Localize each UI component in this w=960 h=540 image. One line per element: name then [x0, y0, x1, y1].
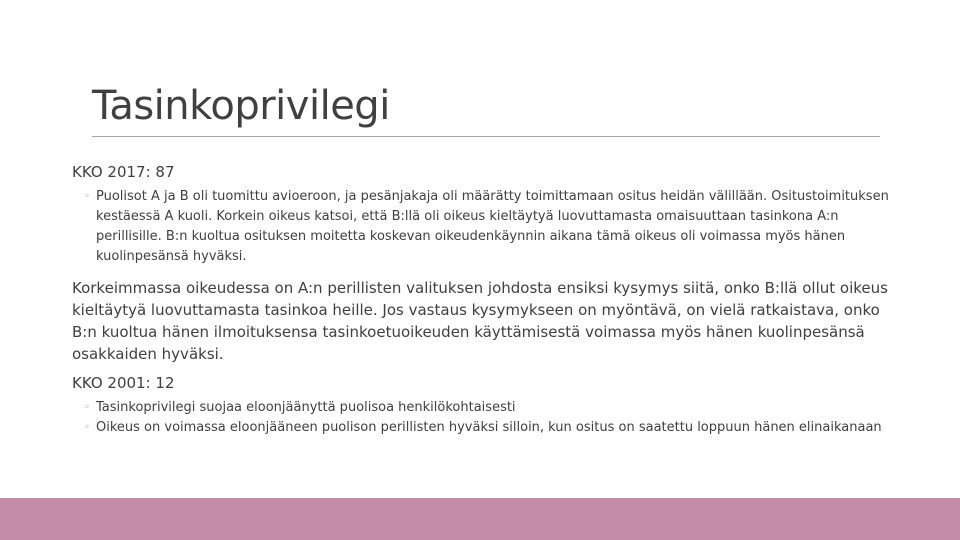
case-heading-kko-2001: KKO 2001: 12 — [72, 374, 175, 392]
slide-body — [72, 162, 902, 438]
bullet-text: Oikeus on voimassa eloonjääneen puolison perillisten hyväksi silloin, kun ositus on saatettu loppuun hänen elinaikanaan — [96, 420, 882, 435]
bullet-marker-icon: ◦ — [84, 191, 90, 202]
court-paragraph: Korkeimmassa oikeudessa on A:n perillisten valituksen johdosta ensiksi kysymys siitä, onko B:llä ollut oikeus kieltäytyä luovuttamasta tasinkoa heille. Jos vastaus kysymykseen on myöntävä, on vielä ratkaistava, onko B:n kuoltua hänen ilmoituksensa tasinkoetuoikeuden käyttämisestä voimassa myös hänen kuolinpesänsä osakkaiden hyväksi. — [72, 279, 888, 363]
list-item — [72, 418, 902, 438]
list-item — [72, 398, 902, 418]
slide-title: Tasinkoprivilegi — [92, 83, 390, 129]
bullet-marker-icon: ◦ — [84, 402, 90, 413]
bullet-text: Puolisot A ja B oli tuomittu avioeroon, ja pesänjakaja oli määrätty toimittamaan ositus heidän välillään. Ositustoimituksen kestäessä A kuoli. Korkein oikeus katsoi, että B:llä oli oikeus kieltäytyä luovuttamasta omaisuuttaan tasinkona A:n perillisille. B:n kuoltua osituksen moitetta koskevan oikeudenkäynnin aikana tämä oikeus oli voimassa myös hänen kuolinpesänsä hyväksi. — [96, 189, 889, 264]
title-divider — [92, 136, 880, 137]
case-heading-kko-2017: KKO 2017: 87 — [72, 163, 175, 181]
footer-color-bar — [0, 498, 960, 540]
bullet-text: Tasinkoprivilegi suojaa eloonjäänyttä puolisoa henkilökohtaisesti — [96, 400, 516, 415]
list-item — [72, 187, 902, 267]
bullet-marker-icon: ◦ — [84, 422, 90, 433]
case-2001-bullets — [72, 398, 902, 438]
case-2017-bullets — [72, 187, 902, 267]
